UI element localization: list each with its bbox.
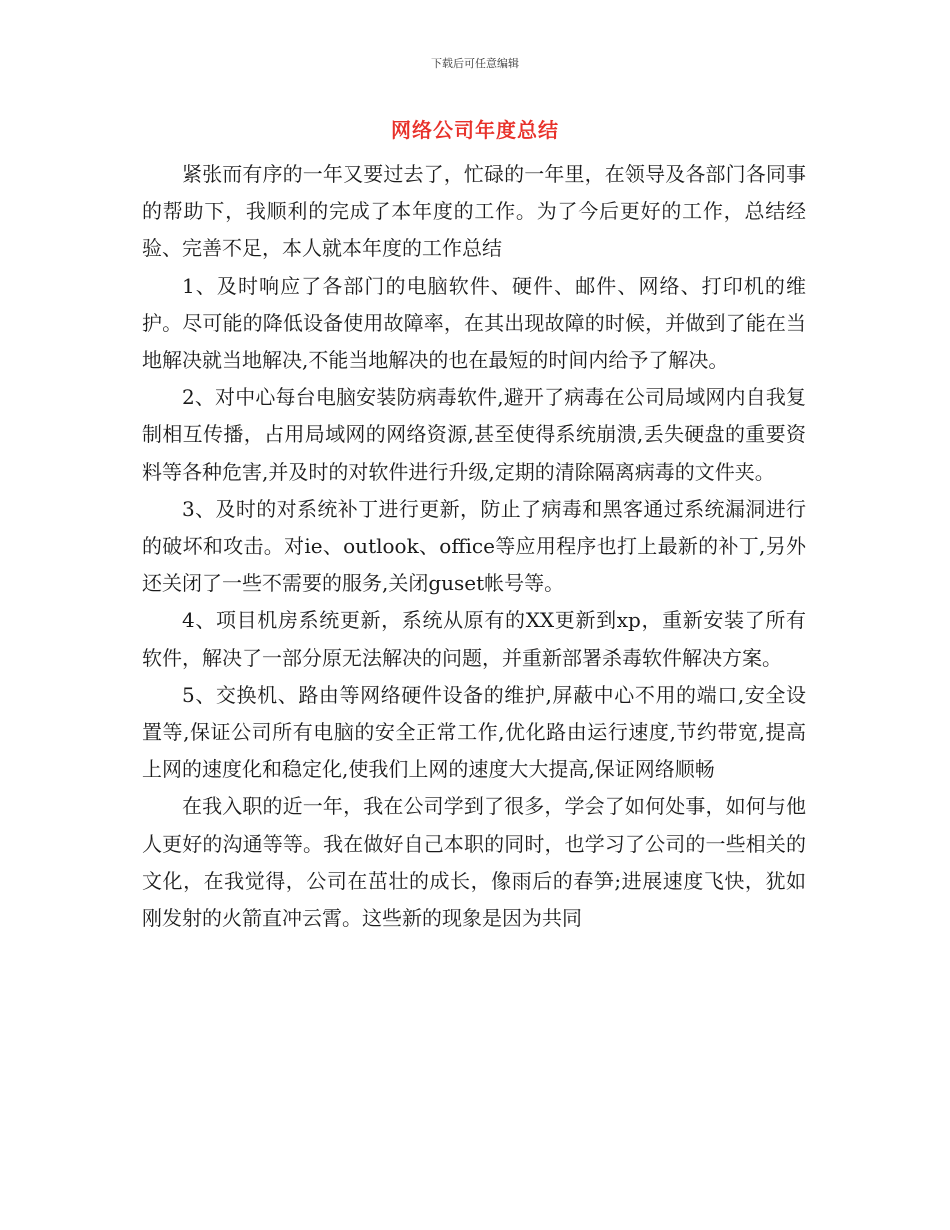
paragraph-item-5: 5、交换机、路由等网络硬件设备的维护,屏蔽中心不用的端口,安全设置等,保证公司所有电脑的安全正常工作,优化路由运行速度,节约带宽,提高上网的速度化和稳定化,使我们上网的速度大大提高,保证网络顺畅 (142, 682, 806, 782)
paragraph-closing: 在我入职的近一年，我在公司学到了很多，学会了如何处事，如何与他人更好的沟通等等。我在做好自己本职的同时，也学习了公司的一些相关的文化，在我觉得，公司在茁壮的成长，像雨后的春笋;进展速度飞快，犹如刚发射的火箭直冲云霄。这些新的现象是因为共同 (142, 794, 806, 931)
document-body (142, 156, 806, 937)
paragraph-item-1: 1、及时响应了各部门的电脑软件、硬件、邮件、网络、打印机的维护。尽可能的降低设备使用故障率，在其出现故障的时候，并做到了能在当地解决就当地解决,不能当地解决的也在最短的时间内给予了解决。 (142, 273, 806, 373)
paragraph-intro: 紧张而有序的一年又要过去了，忙碌的一年里，在领导及各部门各同事的帮助下，我顺利的完成了本年度的工作。为了今后更好的工作，总结经验、完善不足，本人就本年度的工作总结 (142, 162, 806, 261)
header-note: 下载后可任意编辑 (431, 57, 519, 70)
paragraph-item-4: 4、项目机房系统更新，系统从原有的XX更新到xp，重新安装了所有软件，解决了一部分原无法解决的问题，并重新部署杀毒软件解决方案。 (142, 608, 806, 670)
document-title: 网络公司年度总结 (391, 118, 559, 142)
paragraph-item-2: 2、对中心每台电脑安装防病毒软件,避开了病毒在公司局域网内自我复制相互传播，占用局域网的网络资源,甚至使得系统崩溃,丢失硬盘的重要资料等各种危害,并及时的对软件进行升级,定期的清除隔离病毒的文件夹。 (142, 385, 806, 484)
paragraph-item-3: 3、及时的对系统补丁进行更新，防止了病毒和黑客通过系统漏洞进行的破坏和攻击。对ie、outlook、office等应用程序也打上最新的补丁,另外还关闭了一些不需要的服务,关闭guset帐号等。 (142, 496, 806, 596)
